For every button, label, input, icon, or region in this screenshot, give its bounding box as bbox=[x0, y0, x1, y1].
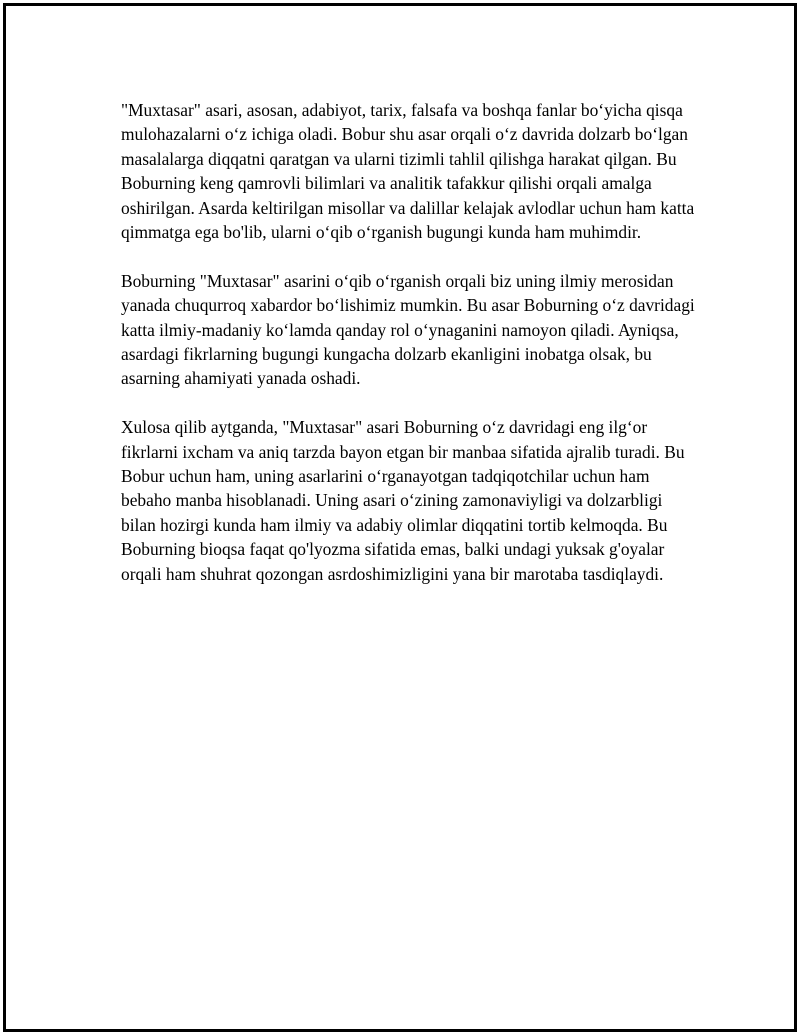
document-page bbox=[3, 3, 797, 1032]
paragraph-2: Boburning "Muxtasar" asarini oʻqib oʻrganish orqali biz uning ilmiy merosidan yanada chuqurroq xabardor boʻlishimiz mumkin. Bu asar Boburning oʻz davridagi katta ilmiy-madaniy koʻlamda qanday rol oʻynaganini namoyon qiladi. Ayniqsa, asardagi fikrlarning bugungi kungacha dolzarb ekanligini inobatga olsak, bu asarning ahamiyati yanada oshadi. bbox=[121, 270, 695, 389]
paragraph-3: Xulosa qilib aytganda, "Muxtasar" asari Boburning oʻz davridagi eng ilgʻor fikrlarni ixcham va aniq tarzda bayon etgan bir manbaa sifatida ajralib turadi. Bu Bobur uchun ham, uning asarlarini oʻrganayotgan tadqiqotchilar uchun ham bebaho manba hisoblanadi. Uning asari oʻzining zamonaviyligi va dolzarbligi bilan hozirgi kunda ham ilmiy va adabiy olimlar diqqatini tortib kelmoqda. Bu Boburning bioqsa faqat qo'lyozma sifatida emas, balki undagi yuksak g'oyalar orqali ham shuhrat qozongan asrdoshimizligini yana bir marotaba tasdiqlaydi. bbox=[121, 417, 685, 584]
document-body bbox=[121, 98, 701, 610]
paragraph-1: "Muxtasar" asari, asosan, adabiyot, tarix, falsafa va boshqa fanlar boʻyicha qisqa mulohazalarni oʻz ichiga oladi. Bobur shu asar orqali oʻz davrida dolzarb boʻlgan masalalarga diqqatni qaratgan va ularni tizimli tahlil qilishga harakat qilgan. Bu Boburning keng qamrovli bilimlari va analitik tafakkur qilishi orqali amalga oshirilgan. Asarda keltirilgan misollar va dalillar kelajak avlodlar uchun ham katta qimmatga ega bo'lib, ularni oʻqib oʻrganish bugungi kunda ham muhimdir. bbox=[121, 100, 695, 243]
